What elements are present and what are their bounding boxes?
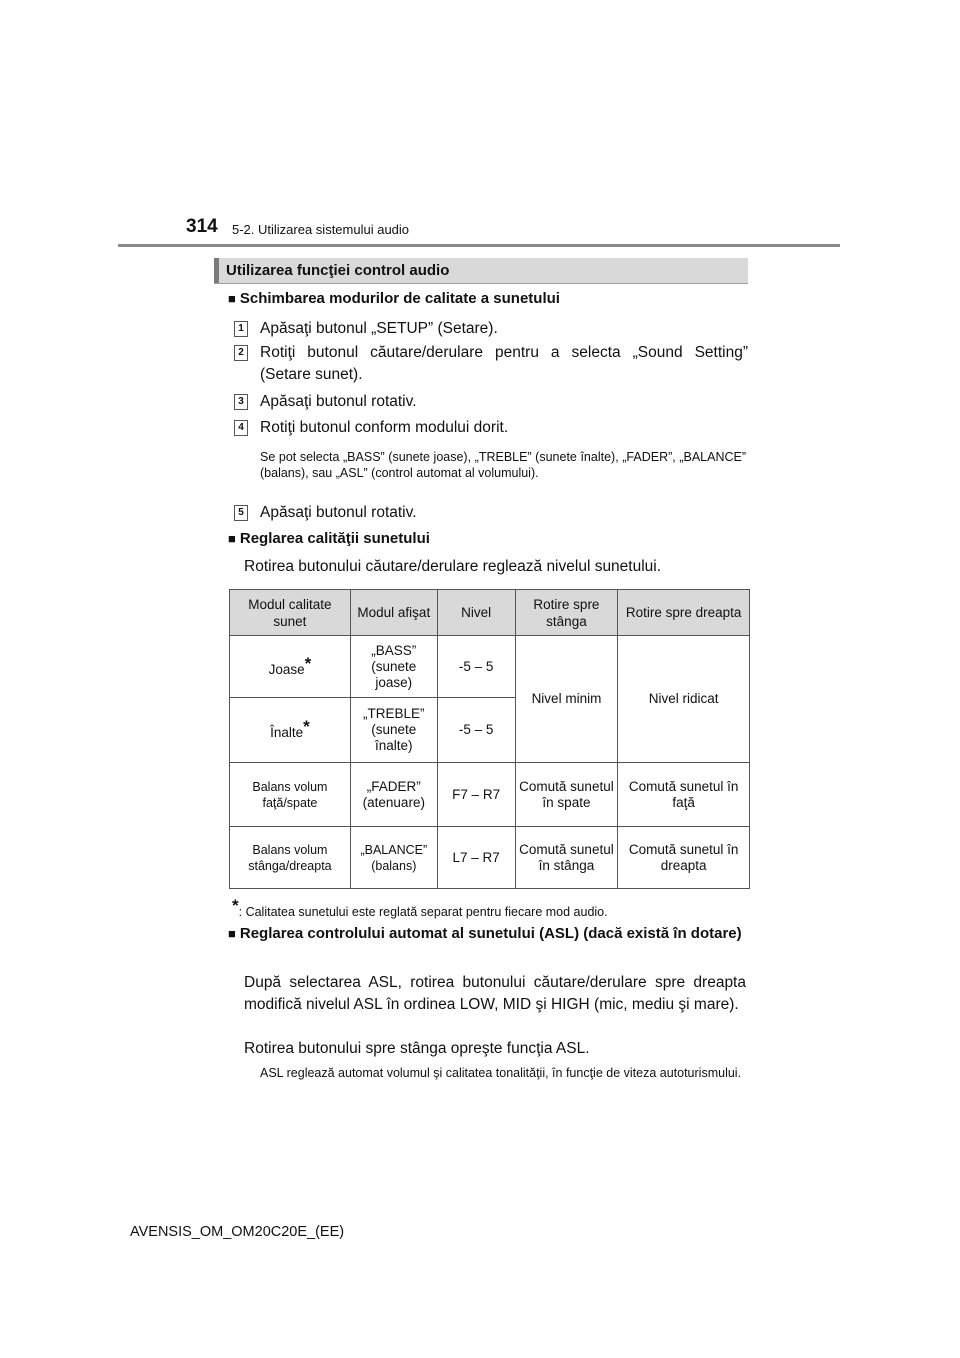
sound-mode-note: Se pot selecta „BASS” (sunete joase), „TREBLE” (sunete înalte), „FADER”, „BALANCE” (balans), sau „ASL” (control automat al volumului).	[260, 450, 746, 480]
step-text-2: Rotiţi butonul căutare/derulare pentru a selecta „Sound Setting” (Setare sunet).	[260, 344, 748, 383]
step-number-2: 2	[234, 345, 248, 361]
bullet-square-icon: ■	[228, 531, 236, 546]
asl-text-2: Rotirea butonului spre stânga opreşte funcţia ASL.	[244, 1040, 590, 1057]
sound-mode-heading: ■ Schimbarea modurilor de calitate a sunetului	[228, 290, 560, 307]
header-cell: Rotire spre stânga	[515, 590, 618, 636]
step-number-1: 1	[234, 321, 248, 337]
table-cell: Nivel ridicat	[618, 636, 750, 763]
sound-settings-table	[229, 589, 750, 889]
table-cell: L7 – R7	[437, 827, 515, 889]
page-number: 314	[186, 216, 218, 237]
bullet-square-icon: ■	[228, 926, 236, 941]
step-number-4: 4	[234, 420, 248, 436]
table-cell: „FADER” (atenuare)	[350, 763, 437, 827]
table-cell: „BASS” (sunete joase)	[350, 636, 437, 698]
header-cell: Modul afişat	[350, 590, 437, 636]
step-1	[234, 318, 748, 340]
table-cell: Balans volum stânga/dreapta	[230, 827, 351, 889]
table-cell: Comută sunetul în stânga	[515, 827, 618, 889]
step-text-3: Apăsaţi butonul rotativ.	[260, 393, 417, 410]
header-cell: Nivel	[437, 590, 515, 636]
quality-heading: ■ Reglarea calităţii sunetului	[228, 530, 430, 547]
asl-note: ASL reglează automat volumul şi calitatea tonalităţii, în funcţie de viteza autoturismului.	[260, 1066, 742, 1080]
step-4	[234, 417, 748, 439]
header-divider	[118, 244, 840, 247]
table-cell: Balans volum faţă/spate	[230, 763, 351, 827]
header-cell: Rotire spre dreapta	[618, 590, 750, 636]
section-accent	[214, 258, 219, 283]
asl-heading: ■ Reglarea controlului automat al sunetului (ASL) (dacă există în dotare)	[228, 925, 742, 942]
table-cell: „BALANCE” (balans)	[350, 827, 437, 889]
step-2	[234, 342, 748, 386]
footnote-star: *	[304, 653, 312, 673]
table-cell: -5 – 5	[437, 698, 515, 763]
step-text-5: Apăsaţi butonul rotativ.	[260, 504, 417, 521]
table-row	[230, 827, 750, 889]
table-cell: Comută sunetul în dreapta	[618, 827, 750, 889]
table-row	[230, 636, 750, 698]
step-3	[234, 391, 748, 413]
document-code: AVENSIS_OM_OM20C20E_(EE)	[130, 1224, 345, 1240]
step-text-4: Rotiţi butonul conform modului dorit.	[260, 419, 509, 436]
step-number-3: 3	[234, 394, 248, 410]
section-title-bar	[214, 258, 748, 284]
table-cell: F7 – R7	[437, 763, 515, 827]
table-cell: Nivel minim	[515, 636, 618, 763]
chapter-title: 5-2. Utilizarea sistemului audio	[232, 222, 410, 237]
step-text-1: Apăsaţi butonul „SETUP” (Setare).	[260, 320, 498, 337]
footnote-star: *	[232, 896, 239, 915]
table-cell: Comută sunetul în spate	[515, 763, 618, 827]
table-cell: Înalte*	[230, 698, 351, 763]
table-cell: -5 – 5	[437, 636, 515, 698]
footnote-star: *	[303, 717, 310, 736]
table-header-row	[230, 590, 750, 636]
header-cell: Modul calitate sunet	[230, 590, 351, 636]
table-cell: Joase*	[230, 636, 351, 698]
section-title: Utilizarea funcţiei control audio	[226, 262, 450, 279]
step-5	[234, 502, 748, 524]
asl-text: După selectarea ASL, rotirea butonului căutare/derulare spre dreapta modifică nivelul ASL în ordinea LOW, MID şi HIGH (mic, mediu şi mare).	[244, 974, 746, 1013]
quality-text: Rotirea butonului căutare/derulare reglează nivelul sunetului.	[244, 558, 662, 575]
table-row	[230, 763, 750, 827]
table-footnote: *: Calitatea sunetului este reglată separat pentru fiecare mod audio.	[232, 896, 608, 919]
table-cell: Comută sunetul în faţă	[618, 763, 750, 827]
bullet-square-icon: ■	[228, 291, 236, 306]
step-number-5: 5	[234, 505, 248, 521]
table-cell: „TREBLE” (sunete înalte)	[350, 698, 437, 763]
